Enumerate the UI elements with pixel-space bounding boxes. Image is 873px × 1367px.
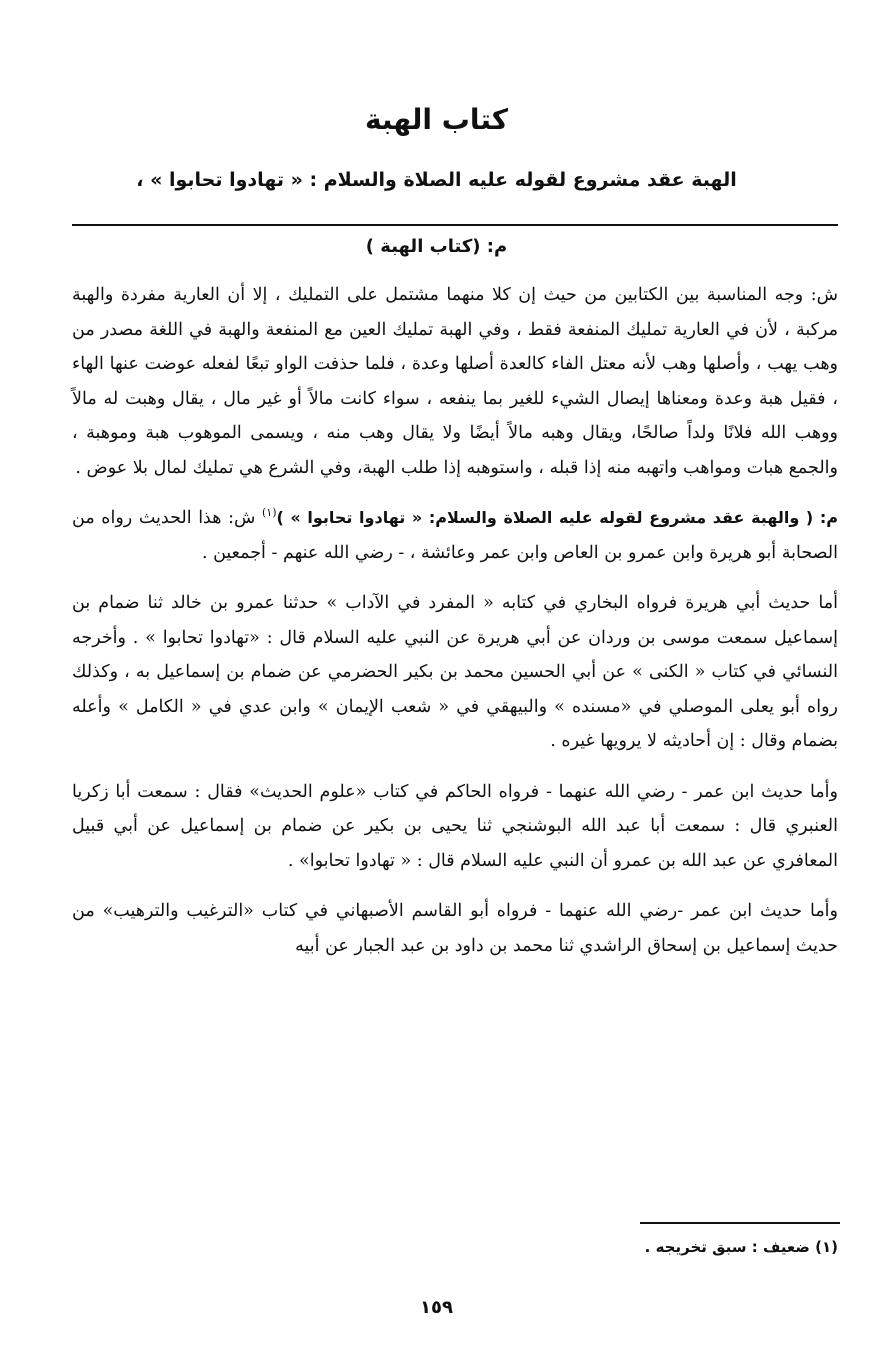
paragraph	[72, 278, 838, 485]
footnote-reference: (١)	[261, 506, 277, 520]
commentary-body	[72, 278, 838, 979]
paragraph	[72, 775, 838, 879]
matn-text: الهبة عقد مشروع لقوله عليه الصلاة والسلام : « تهادوا تحابوا » ،	[136, 169, 737, 191]
footnote-divider	[640, 1222, 840, 1224]
paragraph-text: وأما حديث ابن عمر - رضي الله عنهما - فرواه الحاكم في كتاب «علوم الحديث» فقال : سمعت أبا زكريا العنبري قال : سمعت أبا عبد الله البوشنجي ثنا يحيى بن بكير عن ضمام بن إسماعيل عن أبي قبيل المعافري عن عبد الله بن عمرو أن النبي عليه السلام قال : « تهادوا تحابوا» .	[72, 781, 838, 871]
paragraph	[72, 501, 838, 570]
paragraph	[72, 586, 838, 759]
section-heading: م: (كتاب الهبة )	[365, 236, 508, 257]
paragraph-text: وأما حديث ابن عمر -رضي الله عنهما - فرواه أبو القاسم الأصبهاني في كتاب «الترغيب والترهيب» من حديث إسماعيل بن إسحاق الراشدي ثنا محمد بن داود بن عبد الجبار عن أبيه	[72, 901, 838, 956]
paragraph	[72, 894, 838, 963]
footnote: (١) ضعيف : سبق تخريجه .	[644, 1238, 838, 1256]
header-divider	[72, 224, 838, 226]
paragraph-text: أما حديث أبي هريرة فرواه البخاري في كتابه « المفرد في الآداب » حدثنا عمرو بن خالد ثنا ضمام بن إسماعيل سمعت موسى بن وردان عن أبي هريرة عن النبي عليه السلام قال : «تهادوا تحابوا » . وأخرجه النسائي في كتاب « الكنى » عن أبي الحسين محمد بن بكير الحضرمي عن ضمام بن إسماعيل به ، وكذلك رواه أبو يعلى الموصلي في «مسنده » والبيهقي في « شعب الإيمان » وابن عدي في « الكامل » وأعله بضمام وقال : إن أحاديثه لا يرويها غيره .	[72, 593, 839, 751]
paragraph-text: ش: وجه المناسبة بين الكتابين من حيث إن كلا منهما مشتمل على التمليك ، إلا أن العارية مفردة والهبة مركبة ، لأن في العارية تمليك المنفعة فقط ، وفي الهبة تمليك العين مع المنفعة والهبة في اللغة مصدر من وهب يهب ، وأصلها وهب لأنه معتل الفاء كالعدة أصلها وعدة ، فلما حذفت الواو تبعًا لفعله عوضت عنها الهاء ، فقيل هبة وعدة ومعناها إيصال الشيء للغير بما ينفعه ، سواء كانت مالاً أو غير مال ، يقال وهبت له مالاً ووهب الله فلانًا ولداً صالحًا، ويقال وهبه مالاً أيضًا ولا يقال وهب منه ، ويسمى الموهوب هبة وموهبة ، والجمع هبات ومواهب واتهبه منه إذا قبله ، واستوهبه إذا طلب الهبة، وفي الشرع هي تمليك لمال بلا عوض .	[72, 285, 838, 478]
chapter-title: كتاب الهبة	[364, 103, 509, 136]
quoted-matn: م: ( والهبة عقد مشروع لقوله عليه الصلاة والسلام: « تهادوا تحابوا » )	[276, 508, 838, 527]
paragraph-text: ش: هذا الحديث رواه من الصحابة أبو هريرة وابن عمرو بن العاص وابن عمر وعائشة ، - رضي الله عنهم - أجمعين .	[72, 508, 838, 563]
page-number: ١٥٩	[420, 1297, 453, 1318]
